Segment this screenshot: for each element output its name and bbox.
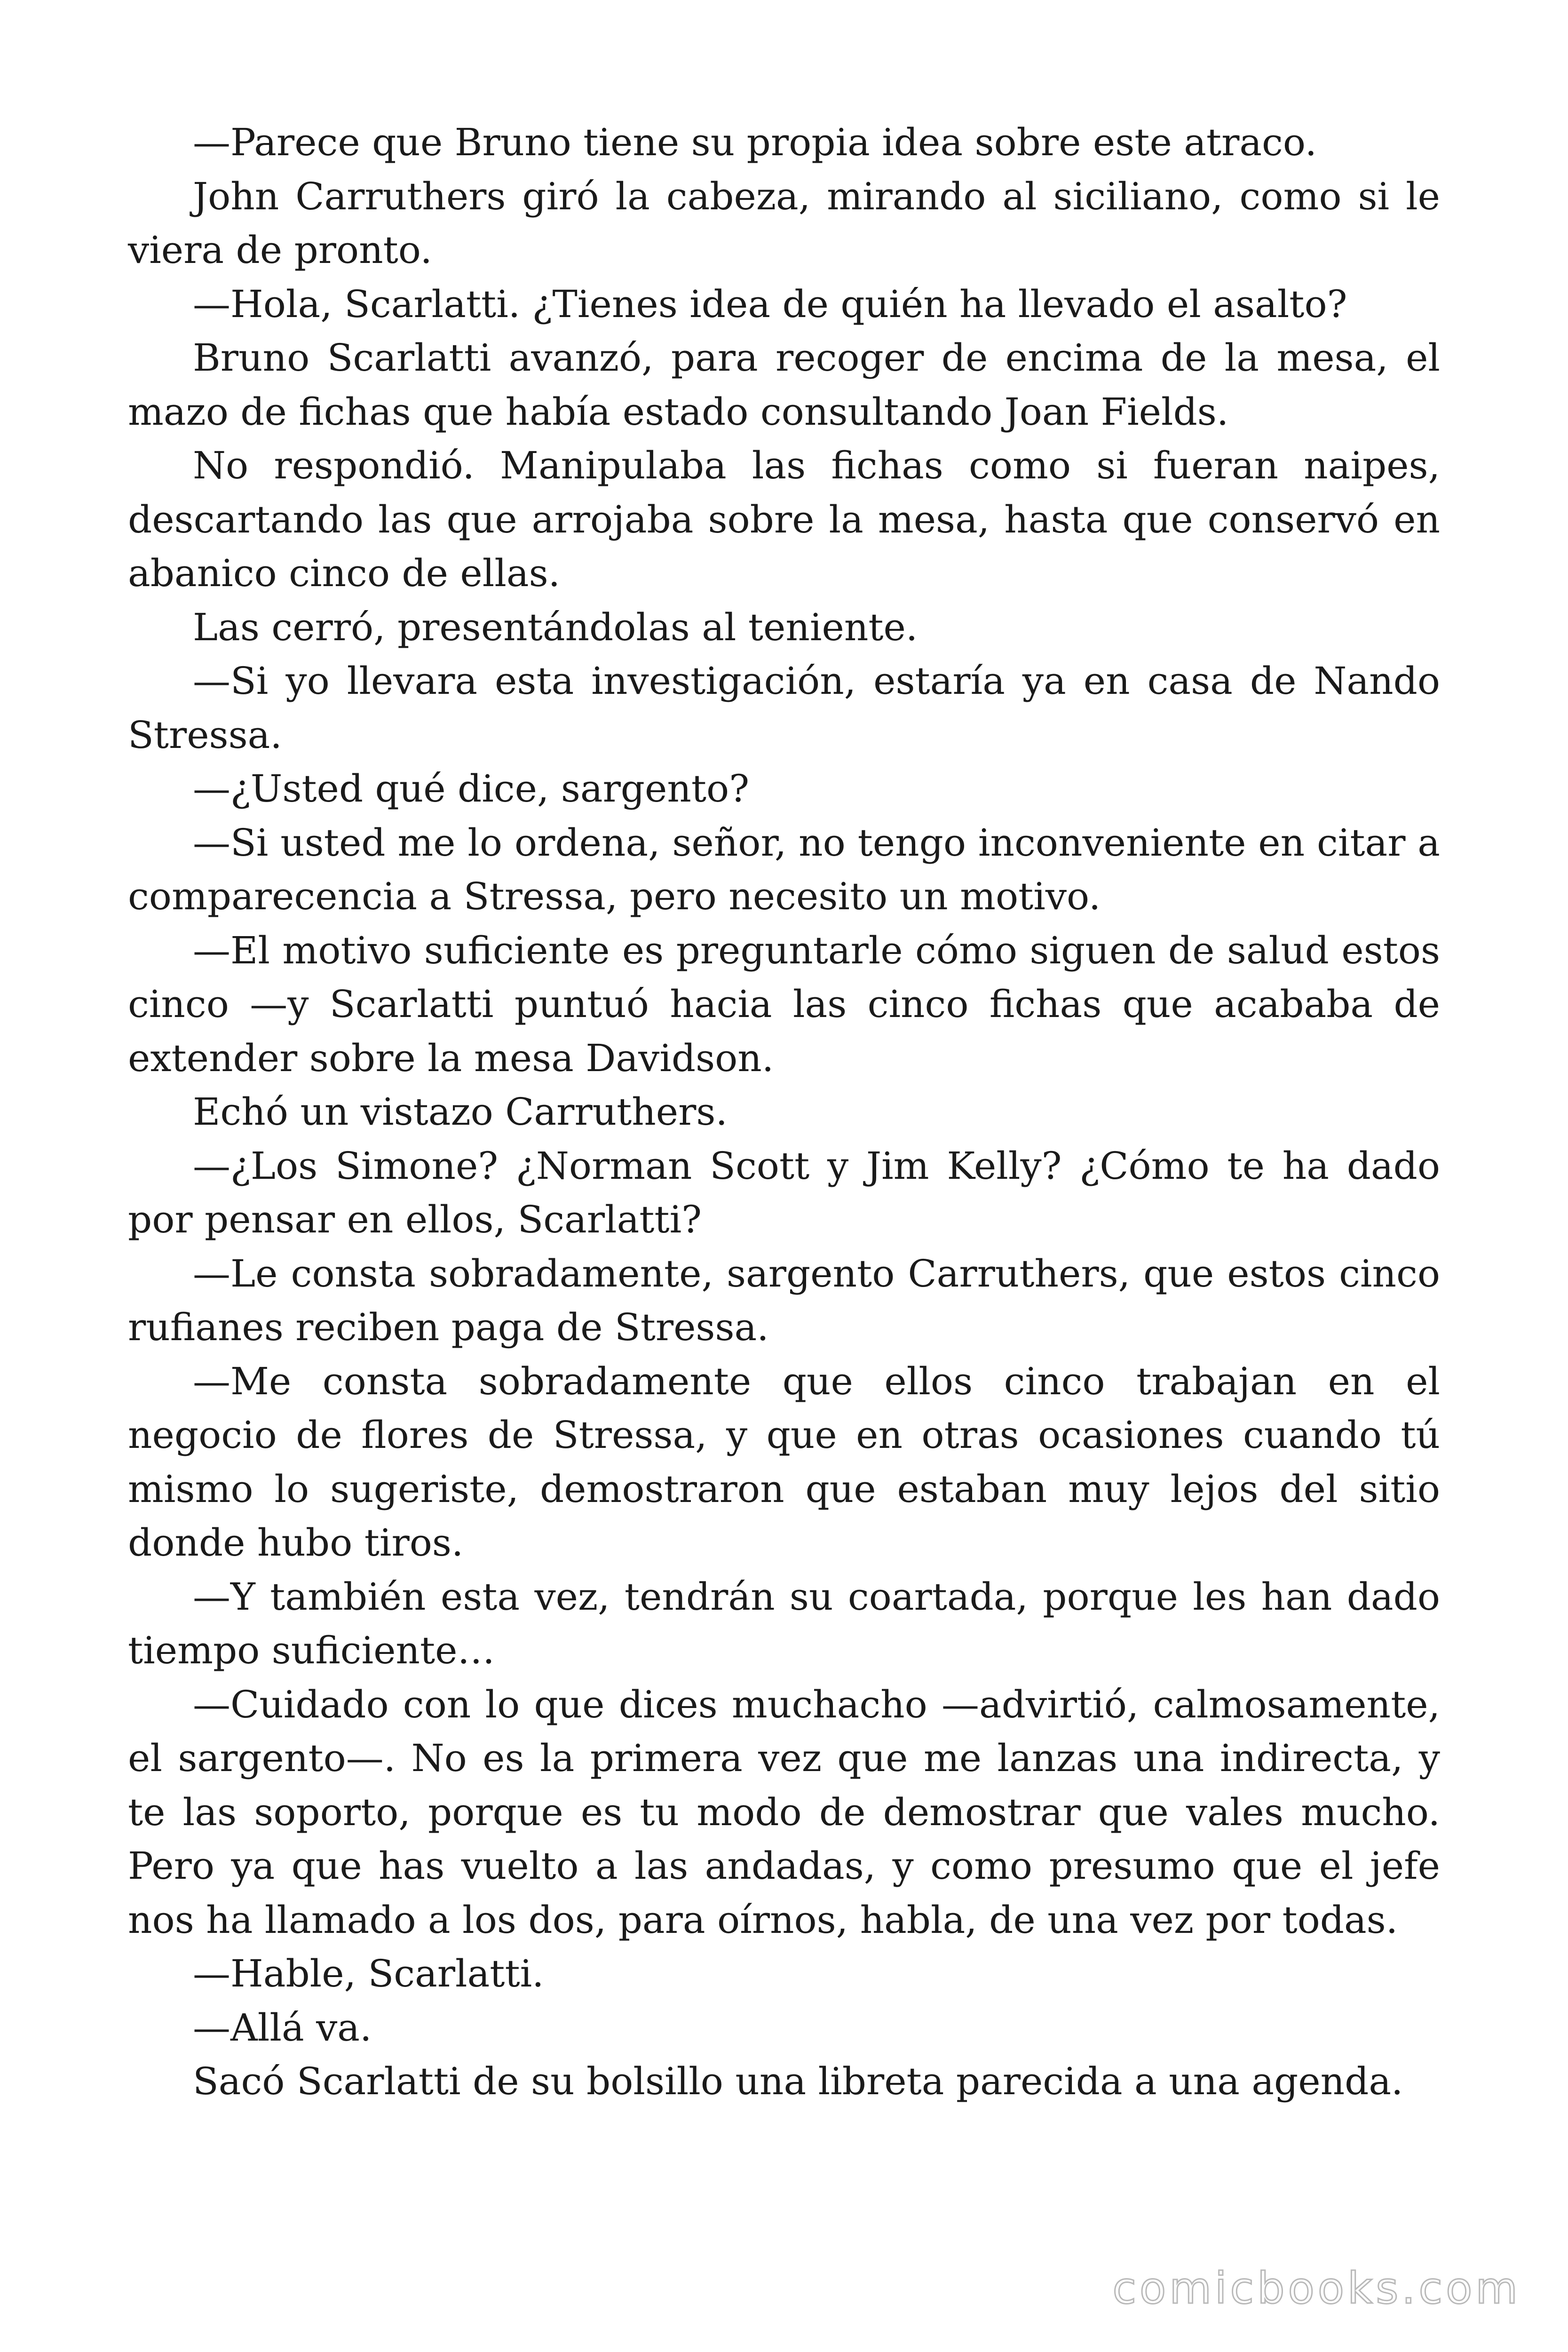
paragraph: —Me consta sobradamente que ellos cinco trabajan en el negocio de flores de Stressa, y que en otras ocasiones cuando tú mismo lo sugeriste, demostraron que estaban muy lejos del sitio donde hubo tiros. (128, 1359, 1440, 1565)
paragraph: —¿Los Simone? ¿Norman Scott y Jim Kelly? ¿Cómo te ha dado por pensar en ellos, Scarlatti? (128, 1144, 1440, 1241)
paragraph: Echó un vistazo Carruthers. (193, 1090, 728, 1134)
paragraph: Bruno Scarlatti avanzó, para recoger de encima de la mesa, el mazo de fichas que había estado consultando Joan Fields. (128, 336, 1440, 434)
watermark: comicbooks.com (1112, 2263, 1521, 2313)
paragraph: —Y también esta vez, tendrán su coartada, porque les han dado tiempo suficiente… (128, 1574, 1440, 1672)
paragraph: No respondió. Manipulaba las fichas como si fueran naipes, descartando las que arrojaba sobre la mesa, hasta que conservó en abanico cinco de ellas. (128, 444, 1440, 595)
paragraph: —Hable, Scarlatti. (193, 1952, 544, 1995)
paragraph: —El motivo suficiente es preguntarle cómo siguen de salud estos cinco —y Scarlatti puntuó hacia las cinco fichas que acababa de extender sobre la mesa Davidson. (128, 928, 1440, 1080)
paragraph: Sacó Scarlatti de su bolsillo una libreta parecida a una agenda. (193, 2059, 1403, 2103)
paragraph: —Cuidado con lo que dices muchacho —advirtió, calmosamente, el sargento—. No es la primera vez que me lanzas una indirecta, y te las soporto, porque es tu modo de demostrar que vales mucho. Pero ya que has vuelto a las andadas, y como presumo que el jefe nos ha llamado a los dos, para oírnos, habla, de una vez por todas. (128, 1682, 1440, 1942)
paragraph: Las cerró, presentándolas al teniente. (193, 605, 918, 649)
paragraph: —Parece que Bruno tiene su propia idea sobre este atraco. (193, 120, 1317, 164)
paragraph: —¿Usted qué dice, sargento? (193, 767, 750, 810)
body-text (128, 116, 1440, 2109)
paragraph: John Carruthers giró la cabeza, mirando al siciliano, como si le viera de pronto. (128, 174, 1440, 272)
paragraph: —Hola, Scarlatti. ¿Tienes idea de quién ha llevado el asalto? (193, 282, 1347, 326)
paragraph: —Si usted me lo ordena, señor, no tengo inconveniente en citar a comparecencia a Stressa, pero necesito un motivo. (128, 820, 1440, 918)
paragraph: —Allá va. (193, 2005, 372, 2050)
paragraph: —Si yo llevara esta investigación, estaría ya en casa de Nando Stressa. (128, 659, 1440, 757)
paragraph: —Le consta sobradamente, sargento Carruthers, que estos cinco rufianes reciben paga de Stressa. (128, 1251, 1440, 1349)
